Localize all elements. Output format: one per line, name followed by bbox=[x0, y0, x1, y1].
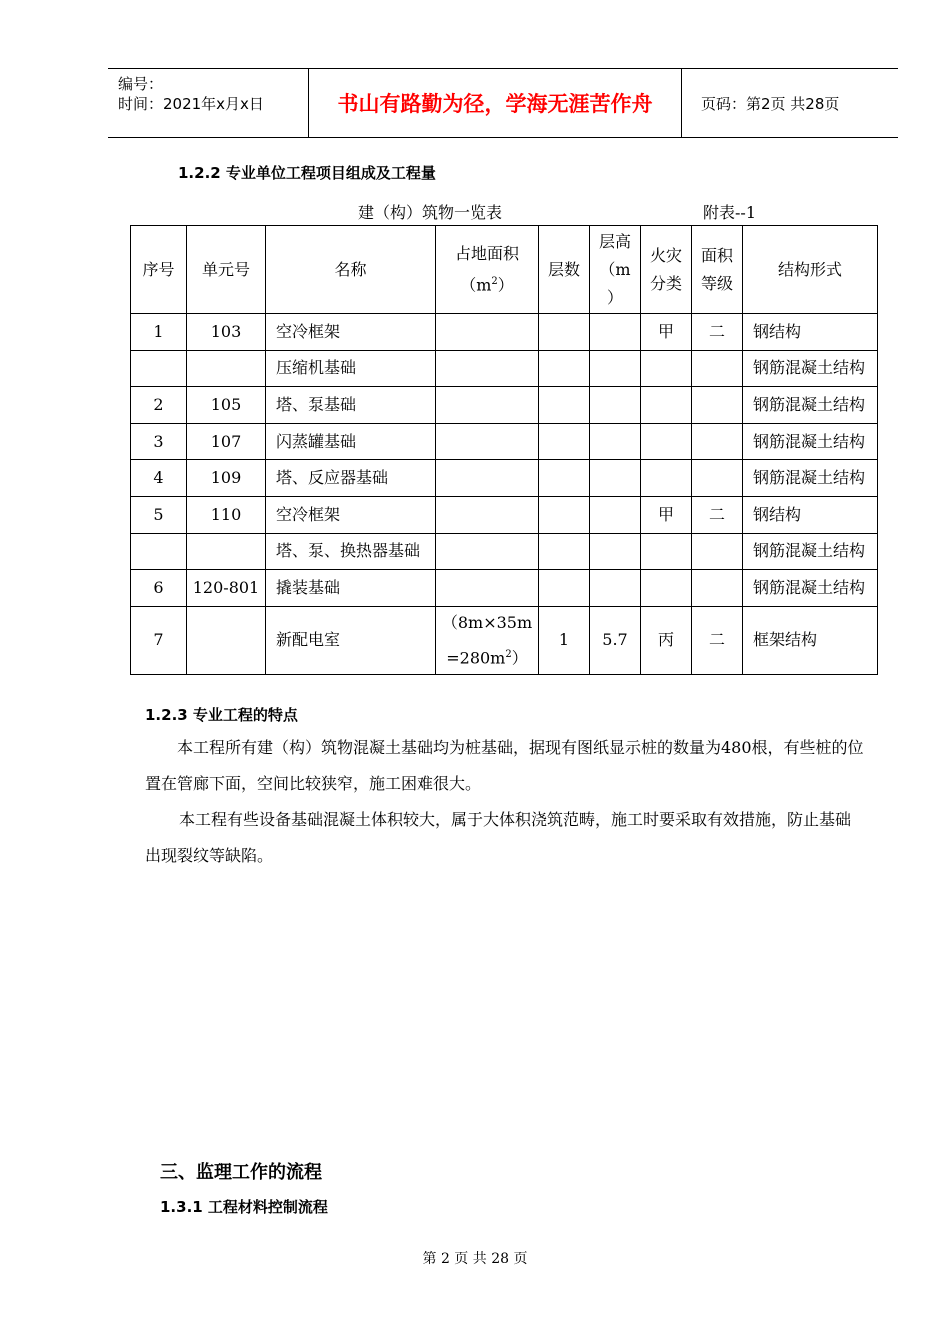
cell-unit: 103 bbox=[187, 314, 266, 351]
table-row bbox=[131, 314, 878, 351]
table-row bbox=[131, 533, 878, 570]
table-ref: 附表--1 bbox=[703, 203, 756, 222]
cell-floors bbox=[539, 350, 590, 387]
header-fire bbox=[641, 226, 692, 314]
cell-fire: 甲 bbox=[641, 496, 692, 533]
cell-floors bbox=[539, 570, 590, 607]
cell-height bbox=[590, 350, 641, 387]
cell-area bbox=[436, 423, 539, 460]
cell-name: 压缩机基础 bbox=[266, 350, 436, 387]
header-height bbox=[590, 226, 641, 314]
cell-unit: 109 bbox=[187, 460, 266, 497]
cell-area bbox=[436, 606, 539, 674]
area-line2-text: =280m bbox=[446, 648, 506, 668]
area-unit-close: ） bbox=[497, 275, 514, 295]
cell-floors bbox=[539, 496, 590, 533]
section-heading-3: 三、监理工作的流程 bbox=[160, 1162, 322, 1183]
table-title: 建（构）筑物一览表 bbox=[358, 203, 503, 222]
cell-height bbox=[590, 314, 641, 351]
page-info-text: 页码：第2页 共28页 bbox=[701, 94, 840, 113]
cell-seq bbox=[131, 350, 187, 387]
area-line2-close: ） bbox=[511, 648, 528, 668]
header-seq: 序号 bbox=[131, 226, 187, 314]
cell-grade: 二 bbox=[692, 496, 743, 533]
header-unit: 单元号 bbox=[187, 226, 266, 314]
cell-seq: 7 bbox=[131, 606, 187, 674]
header-grade bbox=[692, 226, 743, 314]
cell-seq: 6 bbox=[131, 570, 187, 607]
cell-structure: 钢筋混凝土结构 bbox=[743, 387, 878, 424]
header-structure: 结构形式 bbox=[743, 226, 878, 314]
header-area-label: 占地面积 bbox=[454, 243, 519, 263]
cell-area bbox=[436, 350, 539, 387]
cell-unit bbox=[187, 533, 266, 570]
cell-structure: 钢筋混凝土结构 bbox=[743, 533, 878, 570]
cell-name: 塔、泵基础 bbox=[266, 387, 436, 424]
code-label: 编号： bbox=[118, 75, 164, 93]
cell-area bbox=[436, 314, 539, 351]
cell-height bbox=[590, 533, 641, 570]
cell-name: 塔、泵、换热器基础 bbox=[266, 533, 436, 570]
header-height-a: 层高 bbox=[598, 231, 631, 251]
header-motto: 书山有路勤为径，学海无涯苦作舟 bbox=[309, 69, 682, 137]
cell-grade bbox=[692, 350, 743, 387]
cell-unit bbox=[187, 606, 266, 674]
cell-area bbox=[436, 533, 539, 570]
header-grade-a: 面积 bbox=[700, 245, 733, 265]
cell-height bbox=[590, 496, 641, 533]
header-height-b: （m bbox=[599, 259, 631, 279]
area-unit-sup: 2 bbox=[491, 275, 498, 287]
cell-grade: 二 bbox=[692, 606, 743, 674]
cell-structure: 钢结构 bbox=[743, 496, 878, 533]
table-row bbox=[131, 606, 878, 674]
cell-unit bbox=[187, 350, 266, 387]
cell-name: 新配电室 bbox=[266, 606, 436, 674]
cell-floors bbox=[539, 460, 590, 497]
cell-fire bbox=[641, 533, 692, 570]
cell-height: 5.7 bbox=[590, 606, 641, 674]
cell-unit: 110 bbox=[187, 496, 266, 533]
cell-area bbox=[436, 387, 539, 424]
page-footer: 第 2 页 共 28 页 bbox=[422, 1251, 528, 1267]
cell-grade bbox=[692, 460, 743, 497]
cell-height bbox=[590, 387, 641, 424]
cell-floors bbox=[539, 423, 590, 460]
cell-floors: 1 bbox=[539, 606, 590, 674]
cell-seq bbox=[131, 533, 187, 570]
cell-seq: 2 bbox=[131, 387, 187, 424]
cell-fire: 甲 bbox=[641, 314, 692, 351]
cell-unit: 107 bbox=[187, 423, 266, 460]
header-grade-b: 等级 bbox=[700, 273, 733, 293]
paragraph-1: 本工程所有建（构）筑物混凝土基础均为桩基础，据现有图纸显示桩的数量为480根，有些桩的位置在管廊下面，空间比较狭窄，施工困难很大。 bbox=[145, 738, 864, 793]
cell-grade bbox=[692, 423, 743, 460]
cell-structure: 钢筋混凝土结构 bbox=[743, 350, 878, 387]
cell-height bbox=[590, 570, 641, 607]
header-area-unit bbox=[436, 268, 538, 299]
buildings-table bbox=[130, 225, 878, 675]
cell-unit: 120-801 bbox=[187, 570, 266, 607]
cell-seq: 5 bbox=[131, 496, 187, 533]
header-name: 名称 bbox=[266, 226, 436, 314]
table-header-row bbox=[131, 226, 878, 314]
cell-seq: 4 bbox=[131, 460, 187, 497]
cell-unit: 105 bbox=[187, 387, 266, 424]
cell-grade bbox=[692, 570, 743, 607]
cell-structure: 钢筋混凝土结构 bbox=[743, 570, 878, 607]
table-row bbox=[131, 423, 878, 460]
cell-grade bbox=[692, 387, 743, 424]
cell-fire bbox=[641, 570, 692, 607]
cell-height bbox=[590, 460, 641, 497]
area-line2-sup: 2 bbox=[505, 648, 512, 660]
section-heading-122: 1.2.2 专业单位工程项目组成及工程量 bbox=[178, 164, 436, 182]
area-line2 bbox=[436, 639, 538, 674]
area-unit-open: （m bbox=[460, 275, 492, 295]
cell-floors bbox=[539, 314, 590, 351]
header-fire-b: 分类 bbox=[649, 273, 682, 293]
cell-area bbox=[436, 496, 539, 533]
header-fire-a: 火灾 bbox=[649, 245, 682, 265]
table-row bbox=[131, 570, 878, 607]
cell-structure: 钢结构 bbox=[743, 314, 878, 351]
cell-floors bbox=[539, 387, 590, 424]
cell-name: 空冷框架 bbox=[266, 314, 436, 351]
header-meta bbox=[108, 69, 309, 137]
cell-structure: 钢筋混凝土结构 bbox=[743, 460, 878, 497]
header-floors: 层数 bbox=[539, 226, 590, 314]
table-row bbox=[131, 460, 878, 497]
cell-name: 塔、反应器基础 bbox=[266, 460, 436, 497]
table-row bbox=[131, 350, 878, 387]
cell-structure: 钢筋混凝土结构 bbox=[743, 423, 878, 460]
table-row bbox=[131, 496, 878, 533]
cell-area bbox=[436, 460, 539, 497]
cell-fire bbox=[641, 460, 692, 497]
cell-floors bbox=[539, 533, 590, 570]
paragraph-2: 本工程有些设备基础混凝土体积较大，属于大体积浇筑范畴，施工时要采取有效措施，防止基础出现裂纹等缺陷。 bbox=[145, 810, 852, 865]
section-heading-131: 1.3.1 工程材料控制流程 bbox=[160, 1198, 328, 1216]
cell-grade: 二 bbox=[692, 314, 743, 351]
cell-fire bbox=[641, 387, 692, 424]
cell-fire: 丙 bbox=[641, 606, 692, 674]
cell-fire bbox=[641, 350, 692, 387]
cell-structure: 框架结构 bbox=[743, 606, 878, 674]
cell-area bbox=[436, 570, 539, 607]
header-page-info bbox=[691, 69, 898, 137]
cell-fire bbox=[641, 423, 692, 460]
table-row bbox=[131, 387, 878, 424]
header-area bbox=[436, 226, 539, 314]
area-line1: （8m×35m bbox=[441, 612, 533, 632]
cell-name: 撬装基础 bbox=[266, 570, 436, 607]
cell-seq: 3 bbox=[131, 423, 187, 460]
cell-name: 闪蒸罐基础 bbox=[266, 423, 436, 460]
section-heading-123: 1.2.3 专业工程的特点 bbox=[145, 706, 298, 724]
time-label: 时间：2021年x月x日 bbox=[118, 95, 264, 113]
page-header bbox=[108, 68, 898, 138]
cell-name: 空冷框架 bbox=[266, 496, 436, 533]
cell-seq: 1 bbox=[131, 314, 187, 351]
cell-grade bbox=[692, 533, 743, 570]
cell-height bbox=[590, 423, 641, 460]
header-height-c: ） bbox=[606, 287, 623, 307]
